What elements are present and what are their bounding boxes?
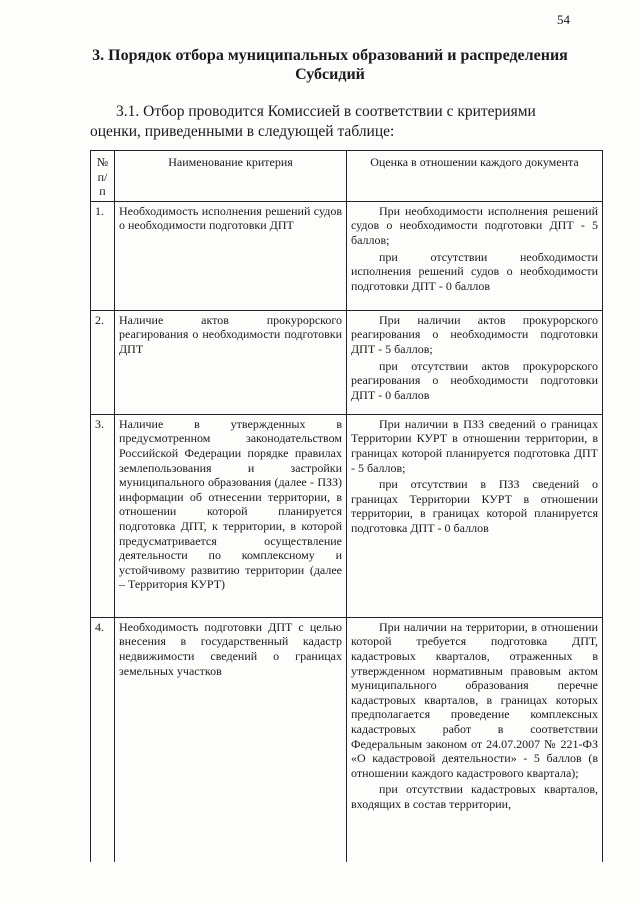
table-row — [91, 310, 603, 414]
evaluation-negative: при отсутствии необходимости исполнения решений судов о необходимости подготовки ДПТ - 0 баллов — [351, 249, 598, 293]
evaluation-negative: при отсутствии актов прокурорского реагирования о необходимости подготовки ДПТ - 0 баллов — [351, 358, 598, 402]
table-row — [91, 617, 603, 862]
section-title-line-2: Субсидий — [295, 66, 365, 83]
criterion-name: Необходимость подготовки ДПТ с целью внесения в государственный кадастр недвижимости сведений о границах земельных участков — [115, 617, 347, 862]
row-number: 1. — [91, 201, 115, 310]
header-num: № п/п — [91, 151, 115, 202]
table-header-row — [91, 151, 603, 202]
intro-line-2: оценки, приведенными в следующей таблице: — [90, 123, 395, 140]
evaluation-positive: При наличии в ПЗЗ сведений о границах Территории КУРТ в отношении территории, в границах которой планируется подготовка ДПТ - 5 баллов; — [351, 416, 598, 475]
row-number: 4. — [91, 617, 115, 862]
criterion-evaluation — [347, 617, 603, 862]
evaluation-positive: При наличии на территории, в отношении которой требуется подготовка ДПТ, кадастровых кварталов, отраженных в утвержденном нормативным правовым актом муниципального образования перечне кадастровых кварталов, в границах которых предполагается проведение комплексных кадастровых работ в соответствии Федеральным законом от 24.07.2007 № 221-ФЗ «О кадастровой деятельности» - 5 баллов (в отношении каждого кадастрового квартала); — [351, 619, 598, 780]
criterion-evaluation — [347, 310, 603, 414]
criterion-evaluation — [347, 414, 603, 617]
page-number: 54 — [557, 12, 570, 27]
section-title-line-1: 3. Порядок отбора муниципальных образований и распределения — [92, 47, 568, 64]
criterion-evaluation — [347, 201, 603, 310]
section-title — [70, 46, 590, 84]
intro-paragraph — [90, 102, 602, 142]
criterion-name: Наличие в утвержденных в предусмотренном законодательством Российской Федерации порядке правилах землепользования и застройки муниципального образования (далее - ПЗЗ) информации об отнесении территории, в отношении которой планируется подготовка ДПТ, к территории, в которой предусматривается осуществление деятельности по комплексному и устойчивому развитию территории (далее – Территория КУРТ) — [115, 414, 347, 617]
evaluation-negative: при отсутствии в ПЗЗ сведений о границах Территории КУРТ в отношении территории, в границах которой планируется подготовка ДПТ - 0 баллов — [351, 477, 598, 535]
header-name: Наименование критерия — [115, 151, 347, 202]
criteria-table — [90, 150, 603, 862]
table-row — [91, 414, 603, 617]
criterion-name: Наличие актов прокурорского реагирования о необходимости подготовки ДПТ — [115, 310, 347, 414]
intro-line-1: 3.1. Отбор проводится Комиссией в соответствии с критериями — [116, 103, 536, 120]
row-number: 3. — [91, 414, 115, 617]
evaluation-positive: При наличии актов прокурорского реагирования о необходимости подготовки ДПТ - 5 баллов; — [351, 312, 598, 356]
evaluation-negative: при отсутствии кадастровых кварталов, входящих в состав территории, — [351, 782, 598, 811]
criterion-name: Необходимость исполнения решений судов о необходимости подготовки ДПТ — [115, 201, 347, 310]
row-number: 2. — [91, 310, 115, 414]
table-row — [91, 201, 603, 310]
evaluation-positive: При необходимости исполнения решений судов о необходимости подготовки ДПТ - 5 баллов; — [351, 203, 598, 247]
header-eval: Оценка в отношении каждого документа — [347, 151, 603, 202]
